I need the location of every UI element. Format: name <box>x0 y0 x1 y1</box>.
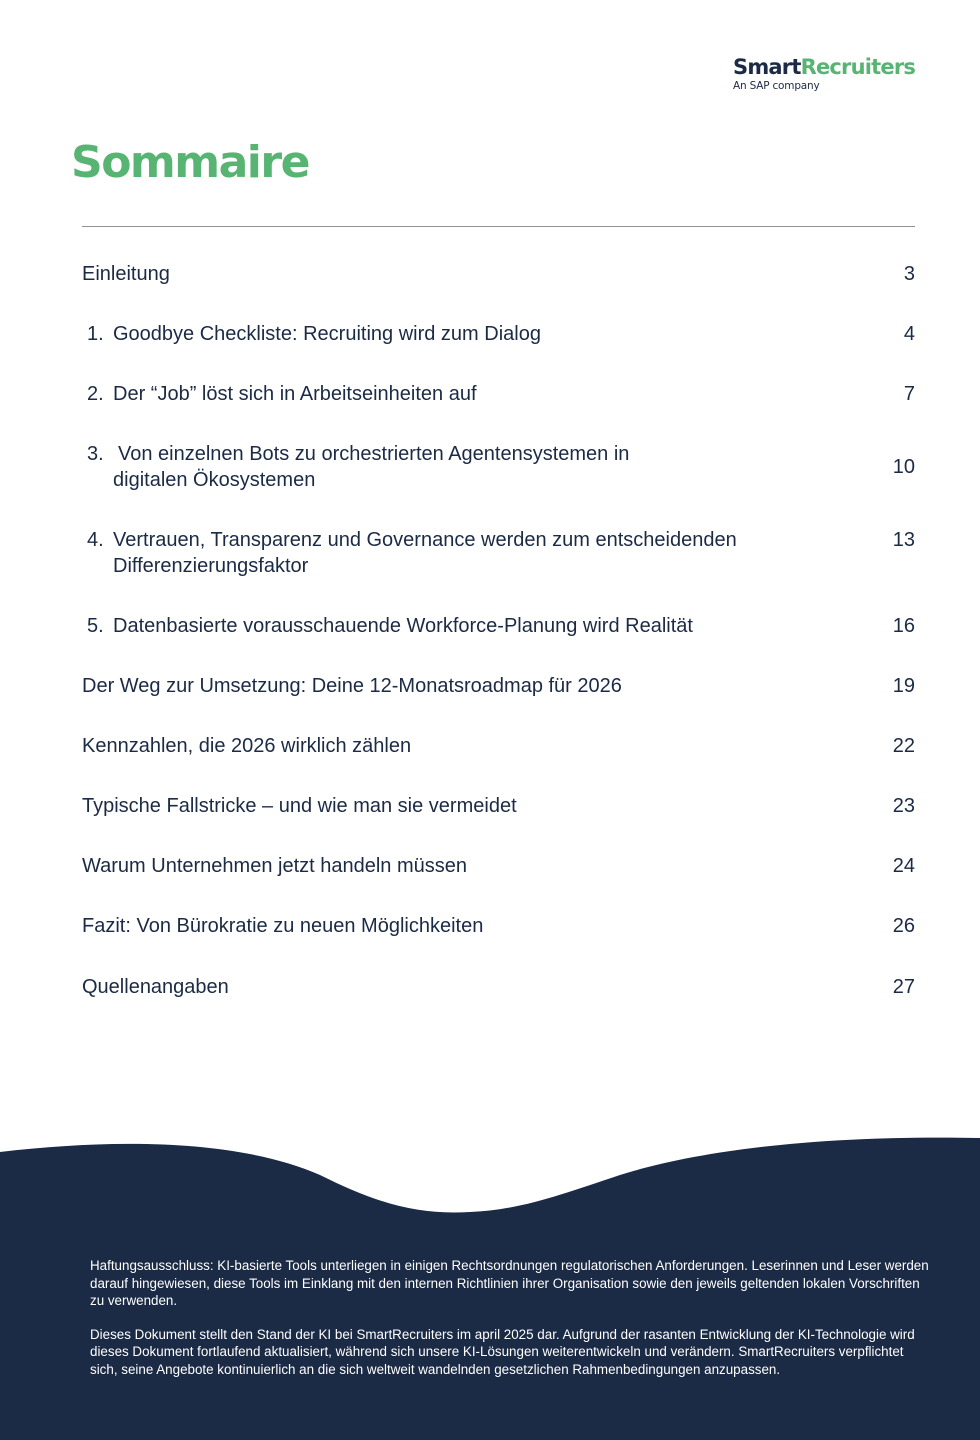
toc-entry-number: 4. <box>87 529 104 551</box>
toc-entry-text <box>87 527 737 579</box>
disclaimer-paragraph-2: Dieses Dokument stellt den Stand der KI bei SmartRecruiters im april 2025 dar. Aufgrund der rasanten Entwicklung der KI-Technologie wird dieses Dokument fortlaufend aktualisiert, während sich unsere KI-Lösungen weiterentwickeln und verändern. SmartRecruiters verpflichtet sich, seine Angebote kontinuierlich an die sich weltweit wandelnden gesetzlichen Rahmenbedingungen anzupassen. <box>90 1326 915 1377</box>
toc-entry-text <box>82 974 229 1000</box>
brand-name-part1: Smart <box>733 55 801 79</box>
toc-entry-text <box>82 733 411 759</box>
toc-entry-text <box>87 441 629 493</box>
toc-entry-title-line2: Differenzierungsfaktor <box>113 555 309 577</box>
disclaimer-paragraph-1: Haftungsausschluss: KI-basierte Tools unterliegen in einigen Rechtsordnungen regulatorischen Anforderungen. Leserinnen und Leser werden darauf hingewiesen, diese Tools im Einklang mit den internen Richtlinien ihrer Organisation sowie den jeweils geltenden lokalen Vorschriften zu verwenden. <box>90 1258 929 1308</box>
toc-entry-title: Vertrauen, Transparenz und Governance werden zum entscheidenden <box>113 529 737 551</box>
toc-page-number: 10 <box>892 456 915 478</box>
toc-entry-title: Kennzahlen, die 2026 wirklich zählen <box>82 735 412 757</box>
toc-entry-text <box>82 853 467 879</box>
toc-page-number: 7 <box>903 383 915 405</box>
toc-entry-title: Warum Unternehmen jetzt handeln müssen <box>82 855 467 877</box>
brand-logo <box>733 55 915 92</box>
toc-entry-number: 2. <box>87 383 104 405</box>
toc-entry-text <box>87 321 541 347</box>
toc-page-number: 23 <box>892 795 915 817</box>
disclaimer <box>90 1257 930 1394</box>
toc-entry-title-line2: digitalen Ökosystemen <box>113 469 316 491</box>
toc-entry-title: Quellenangaben <box>82 976 229 998</box>
title-divider <box>82 226 915 227</box>
toc-page-number: 26 <box>892 915 915 937</box>
toc-page-number: 16 <box>892 615 915 637</box>
brand-name-part2: Recruiters <box>800 55 916 79</box>
toc-page-number: 4 <box>903 323 915 345</box>
toc-page-number: 3 <box>903 263 915 285</box>
toc-entry-title: Fazit: Von Bürokratie zu neuen Möglichkeiten <box>82 915 484 937</box>
toc-entry-title: Der Weg zur Umsetzung: Deine 12-Monatsroadmap für 2026 <box>82 675 622 697</box>
toc-page-number: 27 <box>892 976 915 998</box>
toc-entry-title: Von einzelnen Bots zu orchestrierten Agentensystemen in <box>118 443 630 465</box>
toc-entry-title: Datenbasierte vorausschauende Workforce-Planung wird Realität <box>113 615 693 637</box>
toc-entry-text <box>82 913 483 939</box>
toc-entry-text <box>87 613 693 639</box>
toc-entry-text <box>82 261 170 287</box>
toc-page-number: 24 <box>892 855 915 877</box>
toc-entry-title: Einleitung <box>82 263 170 285</box>
toc-entry-number: 3. <box>87 443 104 465</box>
toc-entry-text <box>82 793 517 819</box>
brand-name <box>733 55 915 79</box>
page-title: Sommaire <box>71 137 309 188</box>
brand-tagline: An SAP company <box>733 80 820 92</box>
toc-entry-number: 5. <box>87 615 104 637</box>
toc-entry-text <box>82 673 622 699</box>
toc-entry-text <box>87 381 477 407</box>
toc-page-number: 19 <box>892 675 915 697</box>
toc-entry-title: Der “Job” löst sich in Arbeitseinheiten auf <box>113 383 477 405</box>
toc-entry-title: Typische Fallstricke – und wie man sie vermeidet <box>82 795 517 817</box>
toc-page-number: 22 <box>892 735 915 757</box>
toc-entry-title: Goodbye Checkliste: Recruiting wird zum Dialog <box>113 323 541 345</box>
toc-entry-number: 1. <box>87 323 104 345</box>
toc-page-number: 13 <box>892 529 915 551</box>
